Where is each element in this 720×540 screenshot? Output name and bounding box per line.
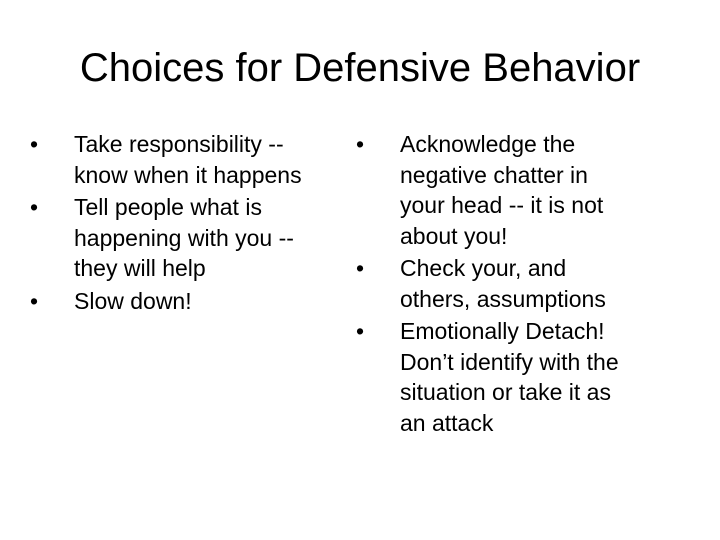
bullet-line: about you!: [400, 222, 508, 249]
bullet-icon: •: [30, 131, 39, 157]
bullet-line: know when it happens: [74, 161, 302, 188]
bullet-item: [30, 129, 360, 190]
bullet-line: Check your, and: [400, 255, 567, 281]
bullet-line: Emotionally Detach!: [400, 318, 605, 344]
bullet-icon: •: [356, 255, 365, 281]
bullet-line: Take responsibility --: [74, 131, 284, 157]
bullet-icon: •: [30, 194, 39, 220]
bullet-icon: •: [30, 287, 39, 314]
bullet-item: [356, 253, 696, 314]
bullet-line: negative chatter in: [400, 161, 588, 188]
bullet-line: Acknowledge the: [400, 131, 576, 157]
bullet-line: your head -- it is not: [400, 192, 604, 218]
bullet-line: they will help: [74, 255, 206, 281]
bullet-line: situation or take it as: [400, 379, 611, 405]
left-bullet-list: [30, 129, 360, 318]
bullet-line: an attack: [400, 409, 494, 436]
bullet-line: happening with you --: [74, 224, 294, 251]
bullet-item: [30, 192, 360, 284]
bullet-line: Don’t identify with the: [400, 348, 619, 375]
bullet-line: Slow down!: [74, 287, 192, 314]
bullet-item: [356, 316, 696, 438]
bullet-item: [30, 286, 360, 317]
bullet-icon: •: [356, 131, 365, 157]
bullet-icon: •: [356, 318, 365, 344]
bullet-item: [356, 129, 696, 251]
bullet-line: Tell people what is: [74, 194, 262, 220]
slide-title: Choices for Defensive Behavior: [79, 46, 641, 90]
bullet-line: others, assumptions: [400, 285, 606, 312]
right-bullet-list: [356, 129, 696, 440]
